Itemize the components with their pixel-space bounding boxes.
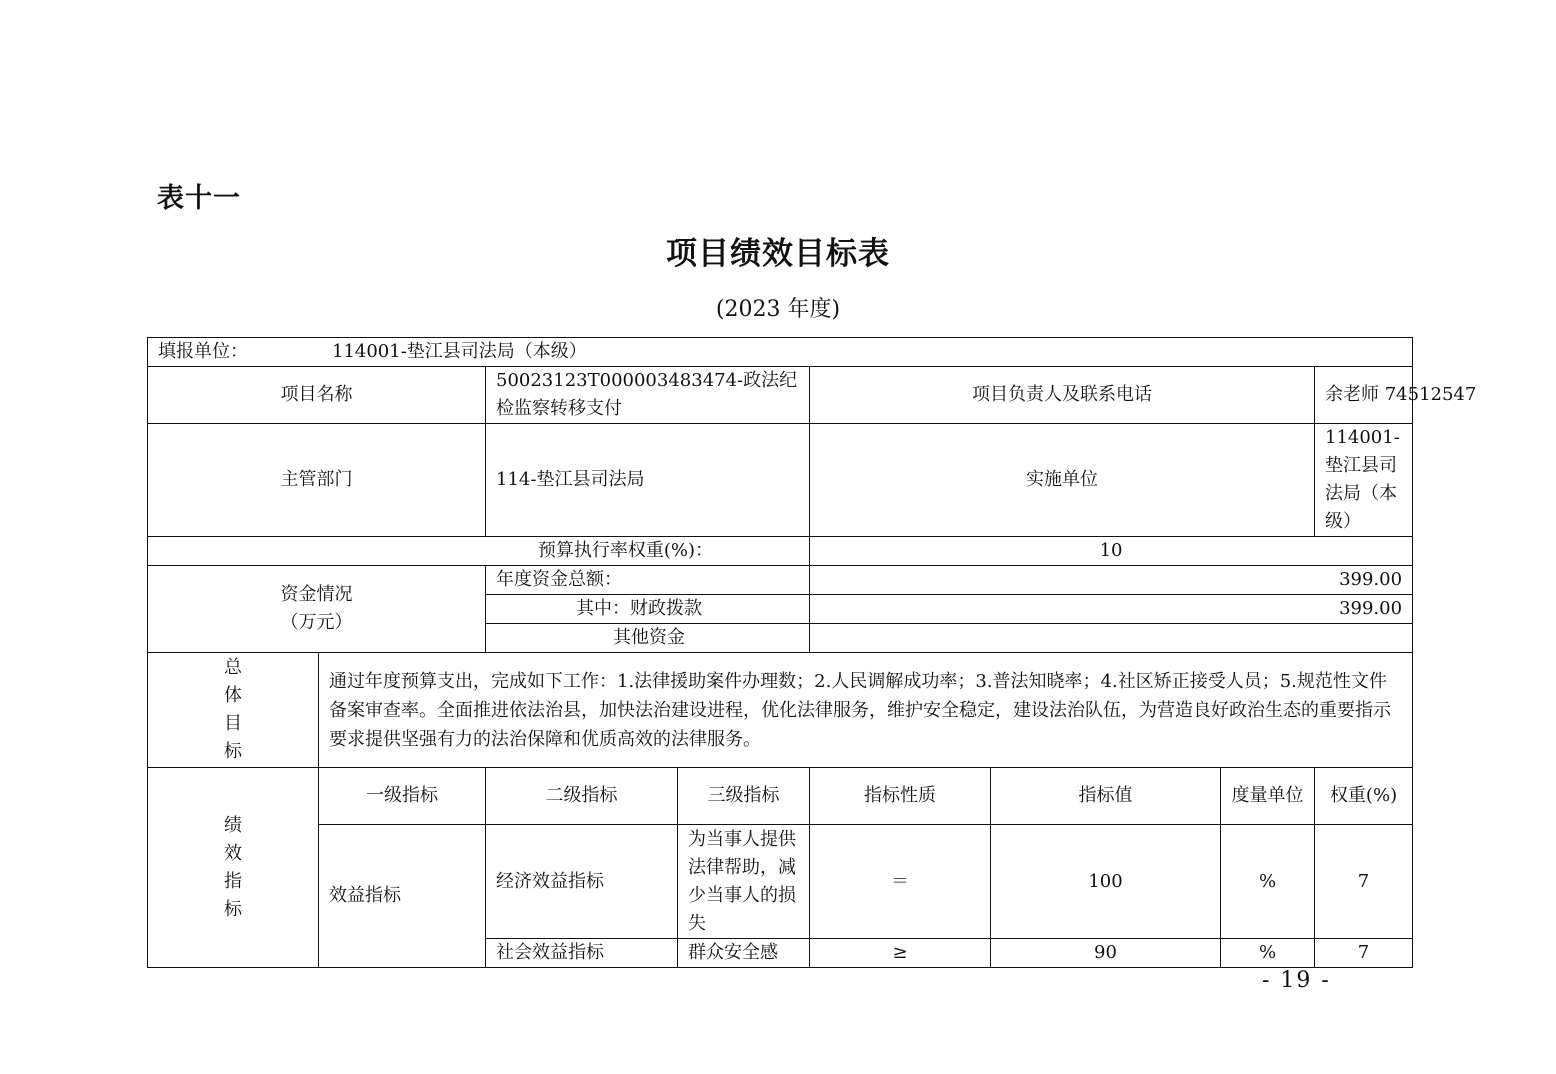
- indicator-nature: ＝: [810, 825, 991, 939]
- indicator-value: 100: [991, 825, 1221, 939]
- page-number: - 19 -: [1262, 968, 1331, 993]
- level1-indicator: 效益指标: [319, 825, 486, 968]
- dept-label: 主管部门: [148, 424, 486, 537]
- header-nature: 指标性质: [810, 768, 991, 825]
- level2-indicator: 经济效益指标: [486, 825, 678, 939]
- project-name-label: 项目名称: [148, 367, 486, 424]
- indicators-char: 绩: [224, 814, 242, 836]
- overall-goal-char: 标: [224, 741, 242, 762]
- indicator-weight: 7: [1315, 825, 1413, 939]
- fill-unit-label: 填报单位：: [158, 341, 248, 362]
- other-funds-value: [810, 624, 1413, 653]
- level3-indicator: 群众安全感: [678, 939, 810, 968]
- contact-value: 余老师 74512547: [1315, 367, 1413, 424]
- total-funds-value: 399.00: [810, 566, 1413, 595]
- level2-indicator: 社会效益指标: [486, 939, 678, 968]
- header-level2: 二级指标: [486, 768, 678, 825]
- indicator-weight: 7: [1315, 939, 1413, 968]
- overall-goal-text: 通过年度预算支出，完成如下工作：1.法律援助案件办理数；2.人民调解成功率；3.普法知晓率；4.社区矫正接受人员；5.规范性文件备案审查率。全面推进依法治县，加快法治建设进程，优化法律服务，维护安全稳定，建设法治队伍，为营造良好政治生态的重要指示要求提供坚强有力的法治保障和优质高效的法律服务。: [319, 653, 1413, 768]
- fiscal-funds-label: 其中：财政拨款: [486, 595, 810, 624]
- overall-goal-char: 总: [224, 657, 242, 678]
- dept-value: 114-垫江县司法局: [486, 424, 810, 537]
- indicator-value: 90: [991, 939, 1221, 968]
- indicators-char: 效: [224, 842, 242, 864]
- indicators-char: 指: [224, 870, 242, 892]
- header-level3: 三级指标: [678, 768, 810, 825]
- overall-goal-char: 目: [224, 713, 242, 734]
- indicators-label: [148, 768, 319, 968]
- year-subtitle: (2023 年度): [715, 297, 841, 322]
- funds-label-line1: 资金情况: [280, 584, 353, 605]
- indicators-char: 标: [224, 898, 242, 920]
- overall-goal-label: [148, 653, 319, 768]
- total-funds-label: 年度资金总额：: [486, 566, 810, 595]
- project-name-value: 50023123T000003483474-政法纪检监察转移支付: [486, 367, 810, 424]
- level3-indicator: 为当事人提供法律帮助，减少当事人的损失: [678, 825, 810, 939]
- other-funds-label: 其他资金: [486, 624, 810, 653]
- fiscal-funds-value: 399.00: [810, 595, 1413, 624]
- fill-unit-row: [148, 338, 1413, 367]
- header-weight: 权重(%): [1315, 768, 1413, 825]
- header-unit: 度量单位: [1221, 768, 1315, 825]
- funds-label-line2: （万元）: [280, 612, 353, 633]
- indicator-nature: ≥: [810, 939, 991, 968]
- impl-unit-label: 实施单位: [810, 424, 1315, 537]
- budget-weight-label: 预算执行率权重(%)：: [148, 537, 810, 566]
- budget-weight-value: 10: [810, 537, 1413, 566]
- overall-goal-char: 体: [224, 685, 242, 706]
- contact-label: 项目负责人及联系电话: [810, 367, 1315, 424]
- indicator-unit: %: [1221, 939, 1315, 968]
- fill-unit-value: 114001-垫江县司法局（本级）: [332, 341, 587, 362]
- indicator-unit: %: [1221, 825, 1315, 939]
- header-level1: 一级指标: [319, 768, 486, 825]
- impl-unit-value: 114001-垫江县司法局（本级）: [1315, 424, 1413, 537]
- performance-target-table: [147, 337, 1477, 968]
- table-number: 表十一: [157, 183, 241, 214]
- header-value: 指标值: [991, 768, 1221, 825]
- page-title: 项目绩效目标表: [666, 236, 890, 272]
- table-row: [148, 825, 1413, 939]
- funds-label: [148, 566, 486, 653]
